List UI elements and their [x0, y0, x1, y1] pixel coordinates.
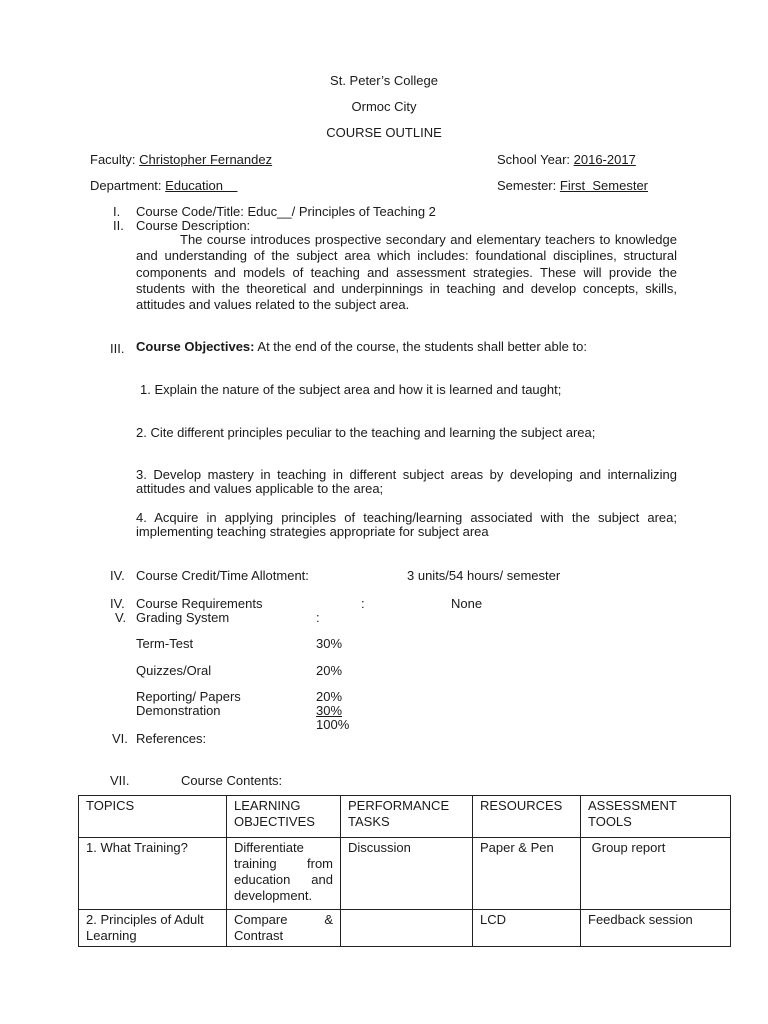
course-requirements-label: Course Requirements	[136, 596, 263, 611]
grade-item-label: Quizzes/Oral	[136, 663, 212, 678]
grade-item-label: Term-Test	[136, 636, 194, 651]
department-line	[90, 178, 237, 193]
department-label: Department:	[90, 178, 162, 193]
section-2-number: II.	[113, 218, 124, 233]
semester-line	[497, 178, 648, 193]
grade-item-value: 20%	[316, 689, 343, 704]
grade-item-value: 20%	[316, 663, 343, 678]
objective-4: 4. Acquire in applying principles of teaching/learning associated with the subject area; implementing teaching strategies appropriate for subject area	[136, 510, 677, 539]
header-cell: TOPICS	[79, 796, 227, 838]
semester-label: Semester:	[497, 178, 557, 193]
course-requirements-colon: :	[361, 596, 365, 611]
table-cell: 2. Principles of Adult Learning	[79, 910, 227, 947]
section-1-number: I.	[113, 204, 121, 219]
section-4b-number: IV.	[110, 596, 125, 611]
table-cell: Differentiate training from education and development.	[227, 838, 341, 910]
department-value: Education	[165, 178, 223, 193]
course-contents-table	[78, 795, 731, 947]
course-credit-label: Course Credit/Time Allotment:	[136, 568, 309, 583]
grading-system-colon: :	[316, 610, 320, 625]
grade-item-label: Reporting/ Papers	[136, 689, 241, 704]
grading-system-label: Grading System	[136, 610, 230, 625]
semester-value: First Semester	[559, 178, 648, 193]
course-description-text: The course introduces prospective secondary and elementary teachers to knowledge and understanding of the subject area which includes: foundational disciplines, structural components and models of teaching and assessment strategies. These will provide the students with the theoretical and underpinnings in teaching and develop concepts, skills, attitudes and values related to the subject area.	[136, 232, 677, 313]
table-cell: Compare & Contrast	[227, 910, 341, 947]
school-year-line	[497, 152, 636, 167]
course-objectives-paragraph	[136, 340, 677, 354]
table-cell: Paper & Pen	[473, 838, 581, 910]
header-cell: LEARNING OBJECTIVES	[227, 796, 341, 838]
faculty-label: Faculty:	[90, 152, 136, 167]
table-row	[79, 838, 731, 910]
course-credit-value: 3 units/54 hours/ semester	[407, 568, 561, 583]
table-cell: Discussion	[341, 838, 473, 910]
table-row	[79, 910, 731, 947]
table-cell: Group report	[581, 838, 731, 910]
document-title: COURSE OUTLINE	[326, 125, 442, 140]
header-cell: PERFORMANCE TASKS	[341, 796, 473, 838]
table-cell: Feedback session	[581, 910, 731, 947]
course-description-label: Course Description:	[136, 218, 251, 233]
course-contents-label: Course Contents:	[181, 773, 283, 788]
objective-1: 1. Explain the nature of the subject area and how it is learned and taught;	[140, 382, 562, 397]
grade-total: 100%	[316, 717, 350, 732]
objective-3: 3. Develop mastery in teaching in different subject areas by developing and internalizing attitudes and values applicable to the area;	[136, 467, 677, 496]
city-name: Ormoc City	[351, 99, 417, 114]
section-6-number: VI.	[112, 731, 128, 746]
section-4-number: IV.	[110, 568, 125, 583]
section-5-number: V.	[115, 610, 127, 625]
course-objectives-heading: Course Objectives:	[136, 339, 255, 354]
course-objectives-intro: At the end of the course, the students shall better able to:	[257, 339, 587, 354]
grade-item-value: 30%	[316, 703, 343, 718]
table-cell: LCD	[473, 910, 581, 947]
faculty-line	[90, 152, 272, 167]
school-year-label: School Year:	[497, 152, 571, 167]
course-requirements-value: None	[451, 596, 483, 611]
header-cell: ASSESSMENT TOOLS	[581, 796, 731, 838]
objective-2: 2. Cite different principles peculiar to the teaching and learning the subject area;	[136, 425, 596, 440]
section-7-number: VII.	[110, 773, 130, 788]
table-header-row	[79, 796, 731, 838]
grade-item-value: 30%	[316, 636, 343, 651]
school-year-value: 2016-2017	[573, 152, 636, 167]
table-cell: 1. What Training?	[79, 838, 227, 910]
grade-item-label: Demonstration	[136, 703, 221, 718]
college-name: St. Peter’s College	[330, 73, 438, 88]
table-cell	[341, 910, 473, 947]
course-code-title: Course Code/Title: Educ__/ Principles of Teaching 2	[136, 204, 436, 219]
header-cell: RESOURCES	[473, 796, 581, 838]
references-label: References:	[136, 731, 207, 746]
section-3-number: III.	[110, 341, 125, 356]
faculty-value: Christopher Fernandez	[139, 152, 273, 167]
